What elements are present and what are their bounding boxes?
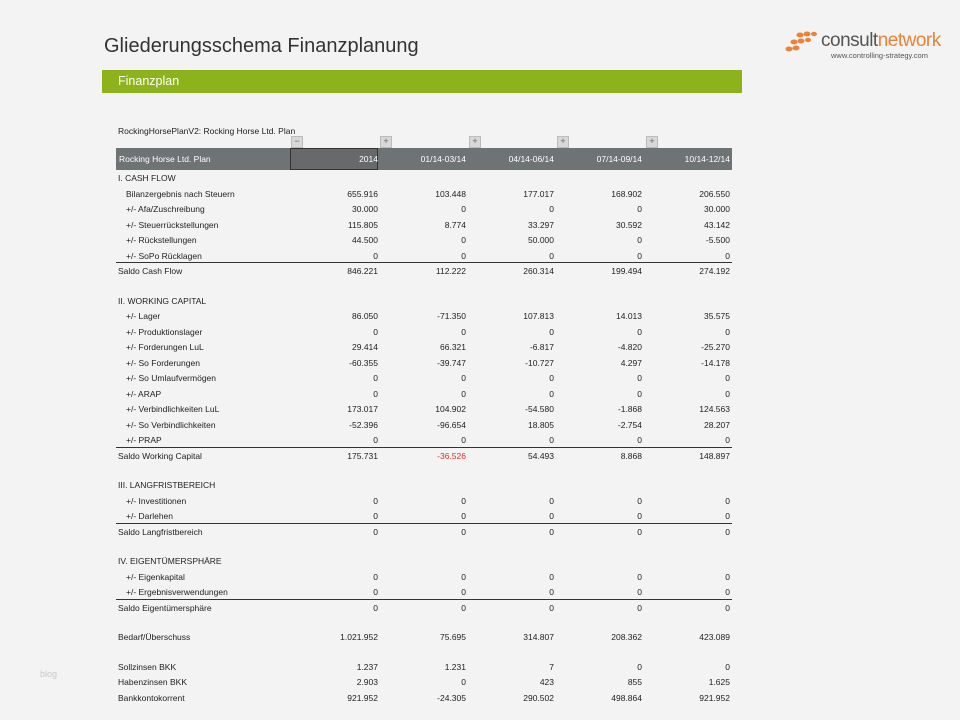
- cell-value[interactable]: 28.207: [704, 419, 730, 430]
- row-label: +/- Forderungen LuL: [126, 342, 204, 352]
- cell-value[interactable]: -14.178: [701, 357, 730, 368]
- cell-value[interactable]: 66.321: [440, 342, 466, 352]
- cell-value[interactable]: 18.805: [528, 419, 554, 430]
- cell-value[interactable]: 0: [549, 204, 554, 214]
- consultnetwork-logo: [785, 27, 941, 63]
- row-label: Bilanzergebnis nach Steuern: [126, 188, 235, 199]
- cell-value[interactable]: 846.221: [347, 266, 378, 276]
- total-row: [116, 659, 732, 675]
- section-header-row: [116, 293, 732, 309]
- cell-value[interactable]: 0: [549, 587, 554, 597]
- cell-value[interactable]: 0: [373, 495, 378, 506]
- table-row: [116, 186, 732, 202]
- row-label: Saldo Eigentümersphäre: [118, 602, 212, 613]
- row-label: III. LANGFRISTBEREICH: [118, 480, 216, 490]
- cell-value[interactable]: 314.807: [523, 632, 554, 642]
- cell-value[interactable]: 4.297: [620, 357, 642, 368]
- table-row: [116, 584, 732, 600]
- table-row: [116, 355, 732, 371]
- cell-value[interactable]: 30.592: [616, 219, 642, 230]
- total-row: [116, 629, 732, 645]
- expand-q1-button[interactable]: +: [380, 136, 392, 148]
- logo-text-b: network: [877, 30, 941, 51]
- cell-value[interactable]: 33.297: [528, 219, 554, 230]
- cell-value[interactable]: 0: [373, 511, 378, 521]
- cell-value[interactable]: 86.050: [352, 311, 378, 321]
- cell-value[interactable]: 124.563: [699, 404, 730, 414]
- cell-value[interactable]: 0: [373, 435, 378, 445]
- cell-value[interactable]: -54.580: [525, 404, 554, 414]
- cell-value[interactable]: 50.000: [528, 235, 554, 245]
- cell-value[interactable]: 30.000: [352, 204, 378, 214]
- cell-value[interactable]: 0: [725, 495, 730, 506]
- cell-value[interactable]: 0: [461, 250, 466, 261]
- row-label: +/- SoPo Rücklagen: [126, 250, 202, 261]
- table-row: [116, 324, 732, 340]
- row-label: I. CASH FLOW: [118, 173, 176, 183]
- cell-value[interactable]: 173.017: [347, 404, 378, 414]
- cell-value[interactable]: 0: [725, 388, 730, 399]
- total-row: [116, 448, 732, 464]
- cell-value[interactable]: 0: [725, 326, 730, 337]
- cell-value[interactable]: -36.526: [437, 450, 466, 461]
- row-label: +/- Verbindlichkeiten LuL: [126, 404, 220, 414]
- cell-value[interactable]: 423.089: [699, 632, 730, 642]
- row-label: Bedarf/Überschuss: [118, 632, 191, 642]
- table-row: [116, 417, 732, 433]
- cell-value[interactable]: 0: [549, 602, 554, 613]
- table-header: [116, 148, 732, 170]
- cell-value[interactable]: -60.355: [349, 357, 378, 368]
- cell-value[interactable]: 2.903: [356, 677, 378, 687]
- expand-q4-button[interactable]: +: [646, 136, 658, 148]
- header-q1[interactable]: 01/14-03/14: [420, 154, 466, 164]
- cell-value[interactable]: 260.314: [523, 266, 554, 276]
- cell-value[interactable]: 75.695: [440, 632, 466, 642]
- cell-value[interactable]: 1.237: [356, 661, 378, 672]
- cell-value[interactable]: -25.270: [701, 342, 730, 352]
- cell-value[interactable]: 0: [461, 587, 466, 597]
- spacer-row: [116, 463, 732, 477]
- row-label: +/- Rückstellungen: [126, 235, 197, 245]
- spacer-row: [116, 615, 732, 629]
- cell-value[interactable]: 112.222: [435, 266, 466, 276]
- cell-value[interactable]: 0: [461, 602, 466, 613]
- cell-value[interactable]: 103.448: [435, 188, 466, 199]
- logo-dots-icon: [785, 31, 821, 53]
- cell-value[interactable]: 208.362: [611, 632, 642, 642]
- cell-value[interactable]: 1.625: [708, 677, 730, 687]
- cell-value[interactable]: 0: [373, 602, 378, 613]
- cell-value[interactable]: 655.916: [347, 188, 378, 199]
- cell-value[interactable]: 0: [637, 661, 642, 672]
- cell-value[interactable]: 104.902: [435, 404, 466, 414]
- row-label: +/- Investitionen: [126, 495, 187, 506]
- row-label: +/- Afa/Zuschreibung: [126, 204, 205, 214]
- cell-value[interactable]: 0: [549, 388, 554, 399]
- cell-value[interactable]: -5.500: [705, 235, 730, 245]
- row-label: Sollzinsen BKK: [118, 661, 177, 672]
- cell-value[interactable]: 0: [637, 373, 642, 383]
- cell-value[interactable]: 0: [549, 435, 554, 445]
- cell-value[interactable]: 0: [637, 495, 642, 506]
- cell-value[interactable]: 0: [373, 526, 378, 537]
- table-row: [116, 248, 732, 264]
- cell-value[interactable]: 7: [549, 661, 554, 672]
- row-label: +/- ARAP: [126, 388, 162, 399]
- header-plan: Rocking Horse Ltd. Plan: [119, 154, 211, 164]
- cell-value[interactable]: 168.902: [611, 188, 642, 199]
- cell-value[interactable]: 115.805: [347, 219, 378, 230]
- table-row: [116, 217, 732, 233]
- cell-value[interactable]: 0: [549, 511, 554, 521]
- cell-value[interactable]: 0: [637, 204, 642, 214]
- total-row: [116, 524, 732, 540]
- table-row: [116, 370, 732, 386]
- table-row: [116, 401, 732, 417]
- cell-value[interactable]: 0: [549, 526, 554, 537]
- cell-value[interactable]: 498.864: [611, 692, 642, 703]
- row-label: +/- Steuerrückstellungen: [126, 219, 219, 230]
- finance-table: [116, 170, 732, 705]
- cell-value[interactable]: 0: [461, 373, 466, 383]
- row-label: II. WORKING CAPITAL: [118, 295, 207, 306]
- cell-value[interactable]: 290.502: [523, 692, 554, 703]
- cell-value[interactable]: 0: [461, 571, 466, 582]
- cell-value[interactable]: 0: [725, 587, 730, 597]
- table-row: [116, 493, 732, 509]
- table-row: [116, 569, 732, 585]
- cell-value[interactable]: 855: [627, 677, 642, 687]
- cell-value[interactable]: 0: [637, 235, 642, 245]
- cell-value[interactable]: 0: [461, 204, 466, 214]
- table-row: [116, 232, 732, 248]
- expand-q3-button[interactable]: +: [557, 136, 569, 148]
- row-label: +/- Lager: [126, 311, 161, 321]
- table-row: [116, 201, 732, 217]
- cell-value[interactable]: 0: [725, 511, 730, 521]
- cell-value[interactable]: 0: [725, 602, 730, 613]
- cell-value[interactable]: 0: [637, 526, 642, 537]
- spacer-row: [116, 279, 732, 293]
- cell-value[interactable]: 921.952: [347, 692, 378, 703]
- row-label: +/- Ergebnisverwendungen: [126, 587, 228, 597]
- cell-value[interactable]: -39.747: [437, 357, 466, 368]
- section-header-row: [116, 553, 732, 569]
- cell-value[interactable]: 0: [725, 373, 730, 383]
- row-label: Bankkontokorrent: [118, 692, 185, 703]
- cell-value[interactable]: 0: [461, 511, 466, 521]
- spacer-row: [116, 645, 732, 659]
- cell-value[interactable]: 1.021.952: [340, 632, 378, 642]
- plan-label: RockingHorsePlanV2: Rocking Horse Ltd. Plan: [118, 126, 296, 136]
- row-label: +/- So Umlaufvermögen: [126, 373, 216, 383]
- cell-value[interactable]: 0: [725, 526, 730, 537]
- cell-value[interactable]: 199.494: [611, 266, 642, 276]
- table-row: [116, 508, 732, 524]
- expand-q2-button[interactable]: +: [469, 136, 481, 148]
- section-header-row: [116, 170, 732, 186]
- cell-value[interactable]: 54.493: [528, 450, 554, 461]
- cell-value[interactable]: 43.142: [704, 219, 730, 230]
- total-row: [116, 690, 732, 706]
- header-q2[interactable]: 04/14-06/14: [508, 154, 554, 164]
- cell-value[interactable]: 0: [461, 435, 466, 445]
- cell-value[interactable]: 0: [373, 373, 378, 383]
- cell-value[interactable]: -2.754: [617, 419, 642, 430]
- table-row: [116, 386, 732, 402]
- cell-value[interactable]: 107.813: [523, 311, 554, 321]
- cell-value[interactable]: -4.820: [617, 342, 642, 352]
- cell-value[interactable]: 0: [725, 661, 730, 672]
- cell-value[interactable]: 0: [373, 587, 378, 597]
- cell-value[interactable]: 423: [539, 677, 554, 687]
- cell-value[interactable]: 44.500: [352, 235, 378, 245]
- cell-value[interactable]: 0: [373, 326, 378, 337]
- cell-value[interactable]: 0: [725, 571, 730, 582]
- cell-value[interactable]: 0: [549, 250, 554, 261]
- cell-value[interactable]: 30.000: [704, 204, 730, 214]
- total-row: [116, 674, 732, 690]
- cell-value[interactable]: 0: [725, 435, 730, 445]
- cell-value[interactable]: 0: [637, 571, 642, 582]
- cell-value[interactable]: 0: [373, 571, 378, 582]
- table-row: [116, 339, 732, 355]
- cell-value[interactable]: 35.575: [704, 311, 730, 321]
- cell-value[interactable]: 0: [373, 388, 378, 399]
- cell-value[interactable]: 29.414: [352, 342, 378, 352]
- cell-value[interactable]: 0: [461, 326, 466, 337]
- cell-value[interactable]: -1.868: [617, 404, 642, 414]
- row-label: IV. EIGENTÜMERSPHÄRE: [118, 556, 222, 566]
- cell-value[interactable]: 0: [637, 326, 642, 337]
- row-label: +/- So Forderungen: [126, 357, 200, 368]
- cell-value[interactable]: 148.897: [699, 450, 730, 461]
- cell-value[interactable]: 0: [461, 495, 466, 506]
- cell-value[interactable]: 0: [637, 602, 642, 613]
- row-label: Saldo Langfristbereich: [118, 526, 203, 537]
- cell-value[interactable]: 0: [637, 511, 642, 521]
- cell-value[interactable]: 0: [461, 526, 466, 537]
- cell-value[interactable]: -96.654: [437, 419, 466, 430]
- header-q4[interactable]: 10/14-12/14: [684, 154, 730, 164]
- cell-value[interactable]: -71.350: [437, 311, 466, 321]
- page-title: Gliederungsschema Finanzplanung: [104, 35, 419, 57]
- cell-value[interactable]: 177.017: [523, 188, 554, 199]
- cell-value[interactable]: 1.231: [444, 661, 466, 672]
- cell-value[interactable]: 0: [373, 250, 378, 261]
- row-label: Habenzinsen BKK: [118, 677, 187, 687]
- cell-value[interactable]: 14.013: [616, 311, 642, 321]
- cell-value[interactable]: 0: [461, 235, 466, 245]
- cell-value[interactable]: 0: [637, 388, 642, 399]
- section-header-row: [116, 477, 732, 493]
- cell-value[interactable]: -10.727: [525, 357, 554, 368]
- cell-value[interactable]: 8.774: [444, 219, 466, 230]
- table-row: [116, 432, 732, 448]
- cell-value[interactable]: 0: [549, 571, 554, 582]
- logo-url: www.controlling-strategy.com: [831, 51, 928, 60]
- cell-value[interactable]: -52.396: [349, 419, 378, 430]
- row-label: +/- So Verbindlichkeiten: [126, 419, 216, 430]
- watermark-blog: blog: [40, 669, 58, 679]
- section-bar: Finanzplan: [102, 70, 742, 93]
- row-label: +/- Eigenkapital: [126, 571, 185, 582]
- logo-text-a: consult: [821, 30, 878, 51]
- cell-value[interactable]: 0: [725, 250, 730, 261]
- cell-value[interactable]: 0: [461, 388, 466, 399]
- cell-value[interactable]: -24.305: [437, 692, 466, 703]
- cell-value[interactable]: 921.952: [699, 692, 730, 703]
- cell-value[interactable]: 0: [637, 587, 642, 597]
- table-row: [116, 308, 732, 324]
- row-label: +/- Produktionslager: [126, 326, 203, 337]
- header-2014[interactable]: 2014: [359, 154, 378, 164]
- row-label: Saldo Working Capital: [118, 450, 202, 461]
- row-label: Saldo Cash Flow: [118, 266, 183, 276]
- cell-value[interactable]: 175.731: [347, 450, 378, 461]
- row-label: +/- Darlehen: [126, 511, 174, 521]
- total-row: [116, 263, 732, 279]
- cell-value[interactable]: 0: [549, 326, 554, 337]
- cell-value[interactable]: 0: [637, 435, 642, 445]
- cell-value[interactable]: -6.817: [529, 342, 554, 352]
- cell-value[interactable]: 0: [549, 495, 554, 506]
- spacer-row: [116, 539, 732, 553]
- cell-value[interactable]: 206.550: [699, 188, 730, 199]
- cell-value[interactable]: 0: [637, 250, 642, 261]
- total-row: [116, 600, 732, 616]
- cell-value[interactable]: 8.868: [620, 450, 642, 461]
- collapse-2014-button[interactable]: −: [291, 136, 303, 148]
- header-q3[interactable]: 07/14-09/14: [596, 154, 642, 164]
- cell-value[interactable]: 0: [549, 373, 554, 383]
- cell-value[interactable]: 274.192: [699, 266, 730, 276]
- cell-value[interactable]: 0: [461, 677, 466, 687]
- row-label: +/- PRAP: [126, 435, 162, 445]
